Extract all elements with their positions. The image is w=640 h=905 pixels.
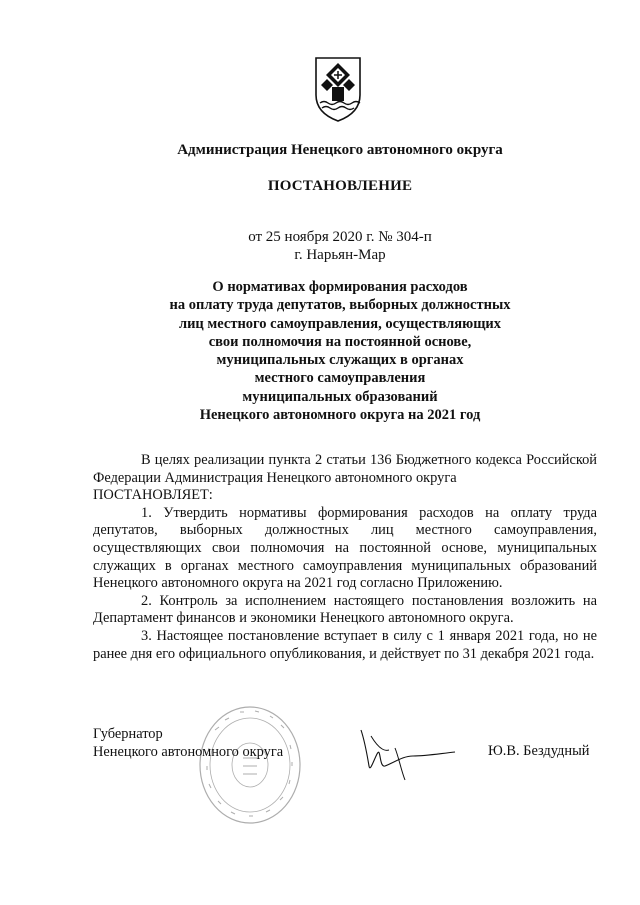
position-line: Ненецкого автономного округа [93, 744, 284, 760]
title-line: местного самоуправления [254, 370, 426, 387]
handwritten-signature-icon [355, 722, 465, 792]
document-body [93, 452, 597, 663]
title-line: Ненецкого автономного округа на 2021 год [199, 407, 481, 424]
nenets-coat-of-arms-icon [312, 55, 364, 123]
signatory-name: Ю.В. Бездудный [488, 743, 590, 759]
item-paragraph: 3. Настоящее постановление вступает в силу с 1 января 2021 года, но не ранее дня его официального опубликования, и действует по 31 декабря 2021 года. [93, 627, 597, 662]
preamble-paragraph: В целях реализации пункта 2 статьи 136 Бюджетного кодекса Российской Федерации Администрация Ненецкого автономного округа [93, 452, 597, 486]
decree-word: ПОСТАНОВЛЯЕТ: [93, 487, 213, 504]
date-and-place [0, 228, 640, 264]
title-line: лиц местного самоуправления, осуществляющих [178, 315, 502, 332]
item-paragraph: 1. Утвердить нормативы формирования расходов на оплату труда депутатов, выборных должностных лиц местного самоуправления, осуществляющих свои полномочия на постоянной основе, муниципальных служащих в органах местного самоуправления муниципальных образований Ненецкого автономного округа на 2021 год согласно Приложению. [93, 504, 597, 592]
official-seal-stamp-icon [195, 700, 305, 830]
title-line: муниципальных образований [242, 388, 438, 405]
title-line: на оплату труда депутатов, выборных должностных [169, 297, 511, 314]
document-date-number: от 25 ноября 2020 г. № 304-п [248, 229, 432, 245]
title-line: муниципальных служащих в органах [216, 352, 464, 369]
item-paragraph: 2. Контроль за исполнением настоящего постановления возложить на Департамент финансов и экономики Ненецкого автономного округа. [93, 592, 597, 627]
document-title [0, 278, 640, 424]
document-type: ПОСТАНОВЛЕНИЕ [267, 178, 413, 194]
title-line: О нормативах формирования расходов [212, 279, 468, 295]
position-line: Губернатор [93, 726, 163, 742]
signatory-position [93, 725, 283, 761]
title-line: свои полномочия на постоянной основе, [208, 333, 472, 350]
document-place: г. Нарьян-Мар [294, 247, 386, 263]
organization-name: Администрация Ненецкого автономного округа [177, 142, 503, 158]
